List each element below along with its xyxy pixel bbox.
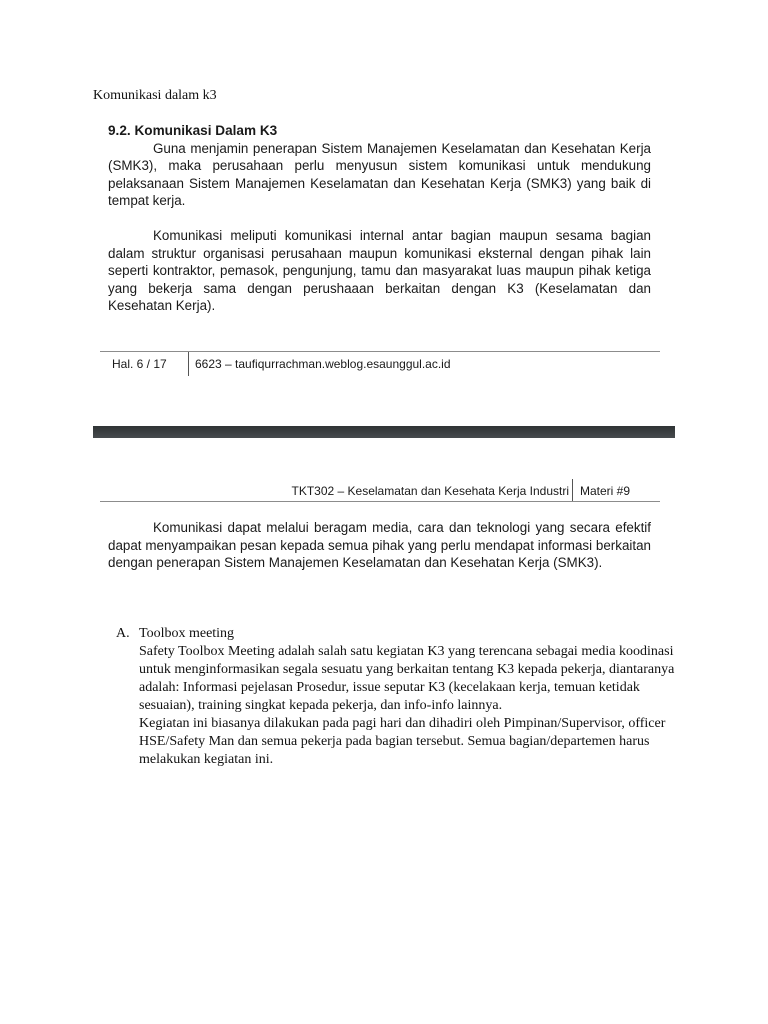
list-item-text-2: Kegiatan ini biasanya dilakukan pada pagi hari dan dihadiri oleh Pimpinan/Supervisor, officer HSE/Safety Man dan semua pekerja pada bagian tersebut. Semua bagian/departemen harus melakukan kegiatan ini. xyxy=(139,716,666,767)
list-item xyxy=(116,625,676,769)
scanned-page-1 xyxy=(108,122,651,315)
scan2-paragraph: Komunikasi dapat melalui beragam media, cara dan teknologi yang secara efektif dapat menyampaikan pesan kepada semua pihak yang perlu mendapat informasi berkaitan dengan penerapan Sistem Manajemen Keselamatan dan Kesehatan Kerja (SMK3). xyxy=(108,520,651,571)
list-item-title: Toolbox meeting xyxy=(139,626,235,641)
scan1-paragraph-2: Komunikasi meliputi komunikasi internal antar bagian maupun sesama bagian dalam struktur organisasi perusahaan maupun komunikasi eksternal dengan pihak lain seperti kontraktor, pemasok, pengunjung, tamu dan masyarakat luas maupun pihak ketiga yang bekerja sama dengan perushaaan berkaitan dengan K3 (Keselamatan dan Kesehatan Kerja). xyxy=(108,227,651,314)
header-course: TKT302 – Keselamatan dan Kesehata Kerja Industri xyxy=(291,484,569,498)
scanned-page-2 xyxy=(108,519,651,572)
header-materi: Materi #9 xyxy=(580,484,631,498)
list-marker: A. xyxy=(116,626,130,641)
list-item-text-1: Safety Toolbox Meeting adalah salah satu kegiatan K3 yang terencana sebagai media koodinasi untuk menginformasikan segala sesuatu yang berkaitan tentang K3 kepada pekerja, diantaranya adalah: Informasi pejelasan Prosedur, issue seputar K3 (kecelakaan kerja, temuan ketidak sesuaian), training singkat kepada pekerja, dan info-info lainnya. xyxy=(139,644,675,713)
scan1-paragraph-1: Guna menjamin penerapan Sistem Manajemen Keselamatan dan Kesehatan Kerja (SMK3), maka perusahaan perlu menyusun sistem komunikasi untuk mendukung pelaksanaan Sistem Manajemen Keselamatan dan Kesehatan Kerja (SMK3) yang baik di tempat kerja. xyxy=(108,140,651,209)
footer-divider xyxy=(188,352,189,376)
header-rule xyxy=(100,501,660,502)
header-divider xyxy=(572,479,573,501)
footer-site: 6623 – taufiqurrachman.weblog.esaunggul.ac.id xyxy=(195,357,451,371)
page-break-bar xyxy=(93,426,675,438)
page-header xyxy=(100,479,660,501)
section-heading: 9.2. Komunikasi Dalam K3 xyxy=(108,123,278,138)
page-footer xyxy=(100,352,660,376)
footer-page-number: Hal. 6 / 17 xyxy=(112,357,167,371)
document-title: Komunikasi dalam k3 xyxy=(93,88,217,103)
